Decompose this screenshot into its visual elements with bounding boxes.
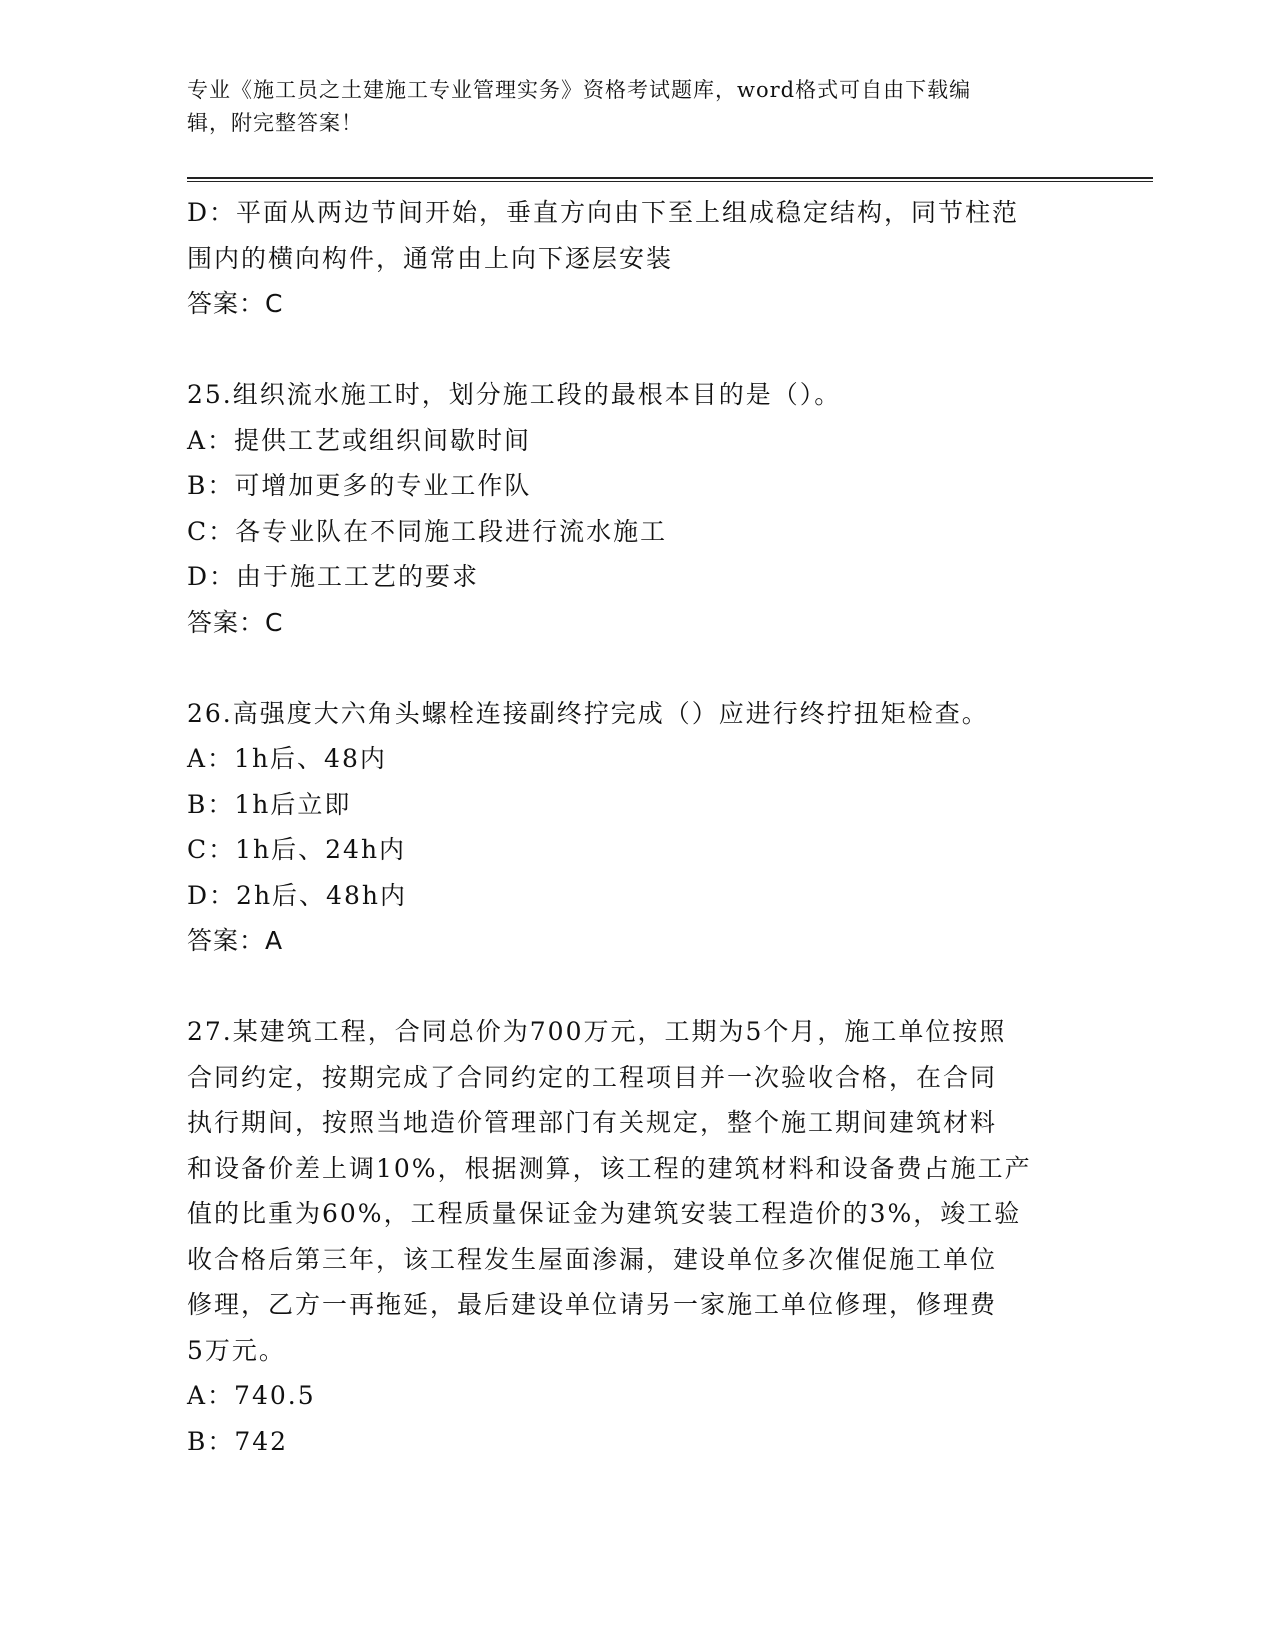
previous-question-tail: [187, 190, 1087, 327]
question-27: [187, 1009, 1087, 1464]
option-b: B：1h后立即: [187, 789, 352, 819]
option-b: B：可增加更多的专业工作队: [187, 471, 532, 500]
question-spacer: [187, 327, 1087, 373]
document-header: [187, 74, 1087, 140]
option-c: C：各专业队在不同施工段进行流水施工: [187, 516, 668, 546]
question-stem: 25.组织流水施工时，划分施工段的最根本目的是（）。: [187, 380, 842, 409]
question-stem-line: 值的比重为60%，工程质量保证金为建筑安装工程造价的3%，竣工验: [187, 1199, 1022, 1228]
question-stem-line: 修理，乙方一再拖延，最后建设单位请另一家施工单位修理，修理费: [187, 1290, 998, 1319]
option-c: C：1h后、24h内: [187, 835, 407, 864]
question-stem: 26.高强度大六角头螺栓连接副终拧完成（）应进行终拧扭矩检查。: [187, 698, 989, 728]
question-stem-line: 执行期间，按照当地造价管理部门有关规定，整个施工期间建筑材料: [187, 1108, 998, 1137]
question-spacer: [187, 964, 1087, 1010]
answer-text: 答案：C: [187, 607, 284, 637]
question-content: [187, 190, 1087, 1464]
question-stem-line: 27.某建筑工程，合同总价为700万元，工期为5个月，施工单位按照: [187, 1017, 1007, 1046]
option-a: A：1h后、48内: [187, 744, 387, 773]
answer-text: 答案：C: [187, 289, 284, 318]
answer-text: 答案：A: [187, 926, 284, 955]
question-stem-line: 合同约定，按期完成了合同约定的工程项目并一次验收合格，在合同: [187, 1062, 998, 1092]
question-stem-line: 和设备价差上调10%，根据测算，该工程的建筑材料和设备费占施工产: [187, 1153, 1032, 1183]
header-divider: [187, 177, 1153, 182]
option-a: A：提供工艺或组织间歇时间: [187, 425, 532, 455]
option-a: A：740.5: [187, 1381, 316, 1410]
header-line-1: 专业《施工员之土建施工专业管理实务》资格考试题库，word格式可自由下载编: [187, 78, 972, 102]
header-line-2: 辑，附完整答案！: [187, 111, 363, 135]
question-spacer: [187, 645, 1087, 691]
option-d: D：由于施工工艺的要求: [187, 562, 480, 591]
question-25: [187, 372, 1087, 645]
option-d-line-1: D：平面从两边节间开始，垂直方向由下至上组成稳定结构，同节柱范: [187, 198, 1020, 227]
question-stem-line: 收合格后第三年，该工程发生屋面渗漏，建设单位多次催促施工单位: [187, 1244, 998, 1274]
question-stem-line: 5万元。: [187, 1335, 286, 1365]
option-b: B：742: [187, 1426, 289, 1456]
option-d-line-2: 围内的横向构件，通常由上向下逐层安装: [187, 243, 674, 273]
question-26: [187, 691, 1087, 964]
option-d: D：2h后、48h内: [187, 880, 407, 910]
